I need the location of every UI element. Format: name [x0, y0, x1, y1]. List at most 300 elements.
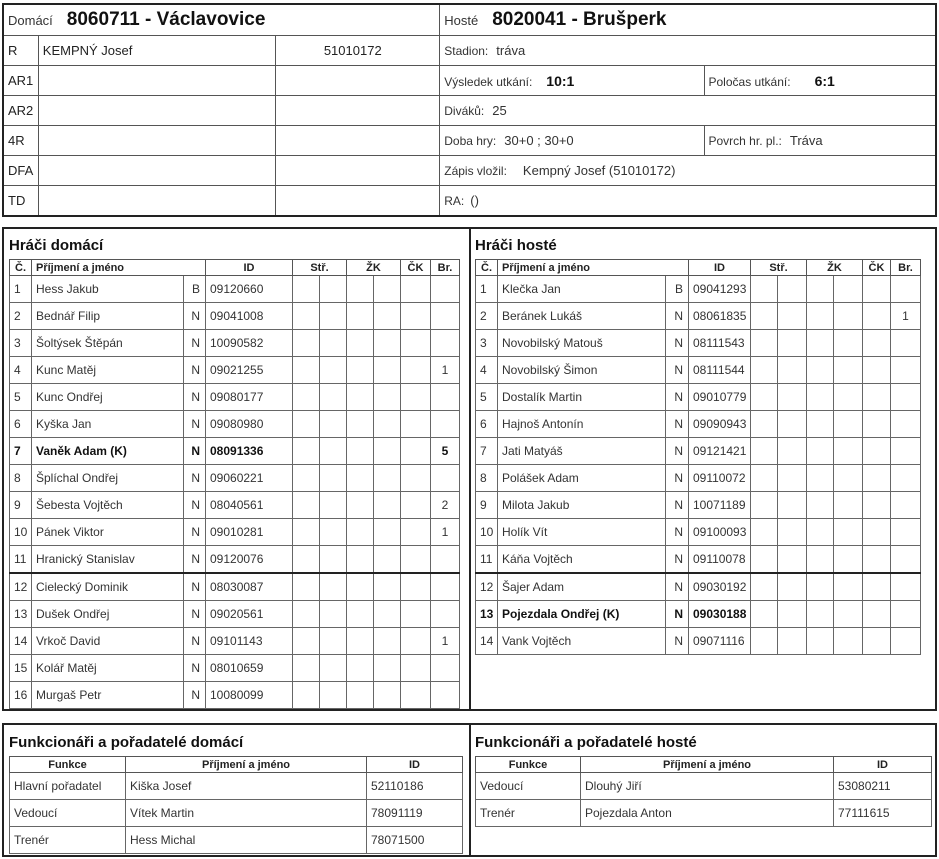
duration-cell: [440, 126, 704, 156]
surface-value: Tráva: [789, 133, 823, 148]
goals-cell: [751, 330, 778, 357]
player-goals-count: [891, 601, 921, 628]
yellow-card-cell: [347, 492, 374, 519]
player-role: N: [666, 465, 689, 492]
col-id: ID: [206, 260, 293, 276]
player-number: 16: [10, 682, 32, 709]
section-divider: [469, 725, 471, 855]
red-card-cell: [863, 411, 891, 438]
player-goals-count: [891, 384, 921, 411]
player-role: N: [184, 330, 206, 357]
yellow-card-cell: [347, 330, 374, 357]
player-row: [10, 655, 460, 682]
player-id: 09121421: [689, 438, 751, 465]
col-id: ID: [689, 260, 751, 276]
player-goals-count: [431, 546, 460, 574]
goals-cell: [320, 546, 347, 574]
player-name: Vank Vojtěch: [498, 628, 666, 655]
result-value: 10:1: [546, 72, 575, 89]
yellow-card-cell: [807, 411, 834, 438]
goals-cell: [293, 519, 320, 546]
goals-cell: [320, 655, 347, 682]
staff-function: Trenér: [476, 800, 581, 827]
td-id: [275, 186, 439, 217]
red-card-cell: [401, 438, 431, 465]
player-row: [476, 492, 921, 519]
yellow-card-cell: [347, 276, 374, 303]
col-name: Příjmení a jméno: [126, 757, 367, 773]
yellow-card-cell: [807, 628, 834, 655]
player-id: 09041293: [689, 276, 751, 303]
yellow-card-cell: [374, 411, 401, 438]
goals-cell: [778, 438, 807, 465]
player-name: Novobilský Šimon: [498, 357, 666, 384]
player-goals-count: [431, 330, 460, 357]
col-red-card: ČK: [401, 260, 431, 276]
player-number: 12: [476, 573, 498, 601]
player-row: [10, 465, 460, 492]
player-number: 3: [476, 330, 498, 357]
col-function: Funkce: [476, 757, 581, 773]
goals-cell: [320, 384, 347, 411]
red-card-cell: [401, 411, 431, 438]
goals-cell: [320, 682, 347, 709]
player-name: Šplíchal Ondřej: [32, 465, 184, 492]
stadium-value: tráva: [496, 43, 526, 58]
away-team-cell: [440, 4, 936, 36]
away-players-table: [475, 259, 921, 655]
staff-section: [2, 723, 937, 857]
yellow-card-cell: [374, 601, 401, 628]
player-row: [10, 519, 460, 546]
player-id: 09110078: [689, 546, 751, 574]
player-role: N: [666, 411, 689, 438]
yellow-card-cell: [374, 492, 401, 519]
player-row: [476, 546, 921, 574]
player-goals-count: [891, 628, 921, 655]
goals-cell: [320, 519, 347, 546]
player-row: [476, 276, 921, 303]
player-row: [10, 573, 460, 601]
surface-cell: [704, 126, 936, 156]
player-name: Vrkoč David: [32, 628, 184, 655]
player-row: [10, 411, 460, 438]
player-name: Dostalík Martin: [498, 384, 666, 411]
player-role: B: [184, 276, 206, 303]
yellow-card-cell: [347, 601, 374, 628]
staff-row: [10, 827, 463, 854]
goals-cell: [293, 465, 320, 492]
player-row: [476, 628, 921, 655]
goals-cell: [778, 573, 807, 601]
player-number: 11: [476, 546, 498, 574]
td-name: [38, 186, 275, 217]
player-goals-count: 1: [431, 519, 460, 546]
yellow-card-cell: [374, 546, 401, 574]
halftime-cell: [704, 66, 936, 96]
yellow-card-cell: [374, 384, 401, 411]
player-goals-count: 2: [431, 492, 460, 519]
home-players-table: [9, 259, 460, 709]
yellow-card-cell: [834, 411, 863, 438]
col-number: Č.: [476, 260, 498, 276]
player-role: B: [666, 276, 689, 303]
yellow-card-cell: [834, 384, 863, 411]
player-name: Milota Jakub: [498, 492, 666, 519]
red-card-cell: [401, 465, 431, 492]
yellow-card-cell: [347, 655, 374, 682]
col-function: Funkce: [10, 757, 126, 773]
goals-cell: [320, 601, 347, 628]
goals-cell: [293, 384, 320, 411]
away-team-name: 8020041 - Brušperk: [492, 9, 667, 30]
player-goals-count: [431, 573, 460, 601]
goals-cell: [320, 411, 347, 438]
yellow-card-cell: [807, 601, 834, 628]
player-number: 2: [476, 303, 498, 330]
col-red-card: ČK: [863, 260, 891, 276]
player-id: 09101143: [206, 628, 293, 655]
player-number: 10: [476, 519, 498, 546]
player-name: Šoltýsek Štěpán: [32, 330, 184, 357]
player-row: [476, 601, 921, 628]
yellow-card-cell: [347, 519, 374, 546]
player-id: 08091336: [206, 438, 293, 465]
player-role: N: [666, 492, 689, 519]
goals-cell: [320, 330, 347, 357]
goals-cell: [293, 601, 320, 628]
player-goals-count: 1: [891, 303, 921, 330]
red-card-cell: [863, 601, 891, 628]
player-goals-count: [891, 465, 921, 492]
yellow-card-cell: [834, 438, 863, 465]
player-goals-count: [891, 411, 921, 438]
player-id: 08030087: [206, 573, 293, 601]
entered-by-label: Zápis vložil:: [444, 164, 507, 178]
red-card-cell: [863, 303, 891, 330]
player-goals-count: [431, 276, 460, 303]
red-card-cell: [401, 357, 431, 384]
player-number: 8: [10, 465, 32, 492]
yellow-card-cell: [834, 601, 863, 628]
yellow-card-cell: [834, 276, 863, 303]
red-card-cell: [401, 276, 431, 303]
goals-cell: [778, 330, 807, 357]
referee-id: 51010172: [275, 36, 439, 66]
dfa-name: [38, 156, 275, 186]
staff-name: Kiška Josef: [126, 773, 367, 800]
red-card-cell: [863, 492, 891, 519]
red-card-cell: [401, 303, 431, 330]
yellow-card-cell: [834, 492, 863, 519]
yellow-card-cell: [374, 519, 401, 546]
staff-id: 78091119: [367, 800, 463, 827]
player-id: 08010659: [206, 655, 293, 682]
col-yellow-card: ŽK: [807, 260, 863, 276]
stadium-label: Stadion:: [444, 44, 489, 58]
red-card-cell: [863, 384, 891, 411]
goals-cell: [778, 411, 807, 438]
red-card-cell: [863, 546, 891, 574]
goals-cell: [293, 330, 320, 357]
player-id: 10080099: [206, 682, 293, 709]
staff-function: Hlavní pořadatel: [10, 773, 126, 800]
player-name: Klečka Jan: [498, 276, 666, 303]
player-row: [10, 682, 460, 709]
spectators-label: Diváků:: [444, 104, 485, 118]
yellow-card-cell: [347, 628, 374, 655]
yellow-card-cell: [374, 438, 401, 465]
halftime-label: Poločas utkání:: [708, 74, 791, 89]
player-role: N: [184, 411, 206, 438]
player-role: N: [666, 357, 689, 384]
red-card-cell: [401, 573, 431, 601]
staff-function: Trenér: [10, 827, 126, 854]
ar1-role: AR1: [3, 66, 38, 96]
col-name: Příjmení a jméno: [581, 757, 834, 773]
red-card-cell: [863, 628, 891, 655]
player-number: 3: [10, 330, 32, 357]
player-name: Kolář Matěj: [32, 655, 184, 682]
yellow-card-cell: [807, 276, 834, 303]
goals-cell: [293, 628, 320, 655]
player-number: 4: [476, 357, 498, 384]
duration-value: 30+0 ; 30+0: [504, 133, 574, 148]
goals-cell: [778, 303, 807, 330]
player-row: [476, 411, 921, 438]
yellow-card-cell: [834, 546, 863, 574]
yellow-card-cell: [374, 465, 401, 492]
player-number: 15: [10, 655, 32, 682]
ar2-role: AR2: [3, 96, 38, 126]
staff-name: Hess Michal: [126, 827, 367, 854]
yellow-card-cell: [347, 411, 374, 438]
yellow-card-cell: [374, 628, 401, 655]
player-row: [10, 628, 460, 655]
col-number: Č.: [10, 260, 32, 276]
referee-name: KEMPNÝ Josef: [38, 36, 275, 66]
player-row: [10, 438, 460, 465]
goals-cell: [293, 492, 320, 519]
player-role: N: [184, 546, 206, 574]
goals-cell: [778, 519, 807, 546]
dfa-id: [275, 156, 439, 186]
halftime-value: 6:1: [814, 72, 835, 89]
player-row: [476, 357, 921, 384]
away-staff-title: Funkcionáři a pořadatelé hosté: [475, 734, 697, 751]
red-card-cell: [401, 628, 431, 655]
staff-id: 78071500: [367, 827, 463, 854]
ar2-id: [275, 96, 439, 126]
goals-cell: [293, 276, 320, 303]
goals-cell: [751, 276, 778, 303]
col-yellow-card: ŽK: [347, 260, 401, 276]
goals-cell: [293, 573, 320, 601]
player-id: 08040561: [206, 492, 293, 519]
player-number: 7: [476, 438, 498, 465]
player-role: N: [184, 465, 206, 492]
player-goals-count: [431, 411, 460, 438]
player-number: 2: [10, 303, 32, 330]
yellow-card-cell: [347, 384, 374, 411]
player-id: 09010779: [689, 384, 751, 411]
red-card-cell: [401, 519, 431, 546]
home-players-title: Hráči domácí: [9, 237, 104, 254]
player-number: 9: [476, 492, 498, 519]
player-role: N: [666, 546, 689, 574]
yellow-card-cell: [834, 465, 863, 492]
player-role: N: [666, 573, 689, 601]
goals-cell: [778, 546, 807, 574]
player-id: 09110072: [689, 465, 751, 492]
goals-cell: [751, 303, 778, 330]
player-role: N: [184, 601, 206, 628]
red-card-cell: [863, 357, 891, 384]
player-id: 09020561: [206, 601, 293, 628]
goals-cell: [751, 438, 778, 465]
entered-by-cell: [440, 156, 936, 186]
player-name: Hess Jakub: [32, 276, 184, 303]
yellow-card-cell: [807, 303, 834, 330]
home-team-cell: [3, 4, 440, 36]
player-id: 09120076: [206, 546, 293, 574]
ra-cell: [440, 186, 936, 217]
yellow-card-cell: [347, 682, 374, 709]
player-name: Dušek Ondřej: [32, 601, 184, 628]
match-header-table: [2, 3, 937, 217]
ar1-name: [38, 66, 275, 96]
player-goals-count: [431, 601, 460, 628]
player-role: N: [184, 303, 206, 330]
player-name: Vaněk Adam (K): [32, 438, 184, 465]
player-number: 14: [476, 628, 498, 655]
goals-cell: [751, 384, 778, 411]
goals-cell: [751, 628, 778, 655]
goals-cell: [320, 628, 347, 655]
yellow-card-cell: [347, 303, 374, 330]
staff-row: [476, 773, 932, 800]
red-card-cell: [401, 601, 431, 628]
player-name: Novobilský Matouš: [498, 330, 666, 357]
col-goals: Stř.: [293, 260, 347, 276]
fourth-official-role: 4R: [3, 126, 38, 156]
col-goals-count: Br.: [431, 260, 460, 276]
goals-cell: [293, 411, 320, 438]
goals-cell: [320, 465, 347, 492]
staff-id: 77111615: [834, 800, 932, 827]
player-id: 09080177: [206, 384, 293, 411]
goals-cell: [320, 303, 347, 330]
result-label: Výsledek utkání:: [444, 74, 533, 89]
yellow-card-cell: [374, 357, 401, 384]
yellow-card-cell: [374, 303, 401, 330]
player-number: 6: [10, 411, 32, 438]
red-card-cell: [863, 330, 891, 357]
ar1-id: [275, 66, 439, 96]
yellow-card-cell: [834, 519, 863, 546]
player-number: 14: [10, 628, 32, 655]
player-name: Pojezdala Ondřej (K): [498, 601, 666, 628]
yellow-card-cell: [807, 330, 834, 357]
goals-cell: [320, 573, 347, 601]
player-number: 1: [10, 276, 32, 303]
referee-role: R: [3, 36, 38, 66]
col-name: Příjmení a jméno: [32, 260, 206, 276]
goals-cell: [778, 276, 807, 303]
yellow-card-cell: [347, 357, 374, 384]
player-name: Kyška Jan: [32, 411, 184, 438]
result-cell: [440, 66, 704, 96]
entered-by-value: Kempný Josef (51010172): [522, 163, 676, 178]
spectators-cell: [440, 96, 936, 126]
player-goals-count: 5: [431, 438, 460, 465]
player-id: 10071189: [689, 492, 751, 519]
red-card-cell: [863, 465, 891, 492]
player-role: N: [184, 628, 206, 655]
staff-row: [10, 800, 463, 827]
player-number: 7: [10, 438, 32, 465]
player-id: 09030192: [689, 573, 751, 601]
col-goals-count: Br.: [891, 260, 921, 276]
td-role: TD: [3, 186, 38, 217]
player-role: N: [666, 303, 689, 330]
player-name: Bednář Filip: [32, 303, 184, 330]
player-goals-count: [431, 682, 460, 709]
player-role: N: [184, 519, 206, 546]
goals-cell: [293, 546, 320, 574]
player-number: 13: [10, 601, 32, 628]
player-id: 08061835: [689, 303, 751, 330]
away-players-header: [476, 260, 921, 276]
yellow-card-cell: [374, 655, 401, 682]
player-id: 09090943: [689, 411, 751, 438]
goals-cell: [751, 546, 778, 574]
player-role: N: [666, 384, 689, 411]
player-role: N: [666, 330, 689, 357]
player-name: Cielecký Dominik: [32, 573, 184, 601]
player-role: N: [666, 628, 689, 655]
goals-cell: [751, 519, 778, 546]
spectators-value: 25: [492, 103, 507, 118]
player-name: Murgaš Petr: [32, 682, 184, 709]
staff-function: Vedoucí: [476, 773, 581, 800]
stadium-cell: [440, 36, 936, 66]
player-id: 09100093: [689, 519, 751, 546]
red-card-cell: [863, 573, 891, 601]
yellow-card-cell: [834, 628, 863, 655]
home-players-header: [10, 260, 460, 276]
yellow-card-cell: [347, 465, 374, 492]
goals-cell: [293, 303, 320, 330]
player-name: Jati Matyáš: [498, 438, 666, 465]
player-goals-count: [431, 303, 460, 330]
player-row: [476, 303, 921, 330]
staff-name: Vítek Martin: [126, 800, 367, 827]
yellow-card-cell: [347, 438, 374, 465]
goals-cell: [320, 357, 347, 384]
player-goals-count: [431, 384, 460, 411]
goals-cell: [778, 601, 807, 628]
player-goals-count: [431, 465, 460, 492]
player-goals-count: [891, 330, 921, 357]
red-card-cell: [401, 682, 431, 709]
player-role: N: [184, 357, 206, 384]
player-role: N: [184, 682, 206, 709]
player-id: 08111544: [689, 357, 751, 384]
yellow-card-cell: [807, 357, 834, 384]
player-role: N: [666, 601, 689, 628]
player-number: 5: [10, 384, 32, 411]
